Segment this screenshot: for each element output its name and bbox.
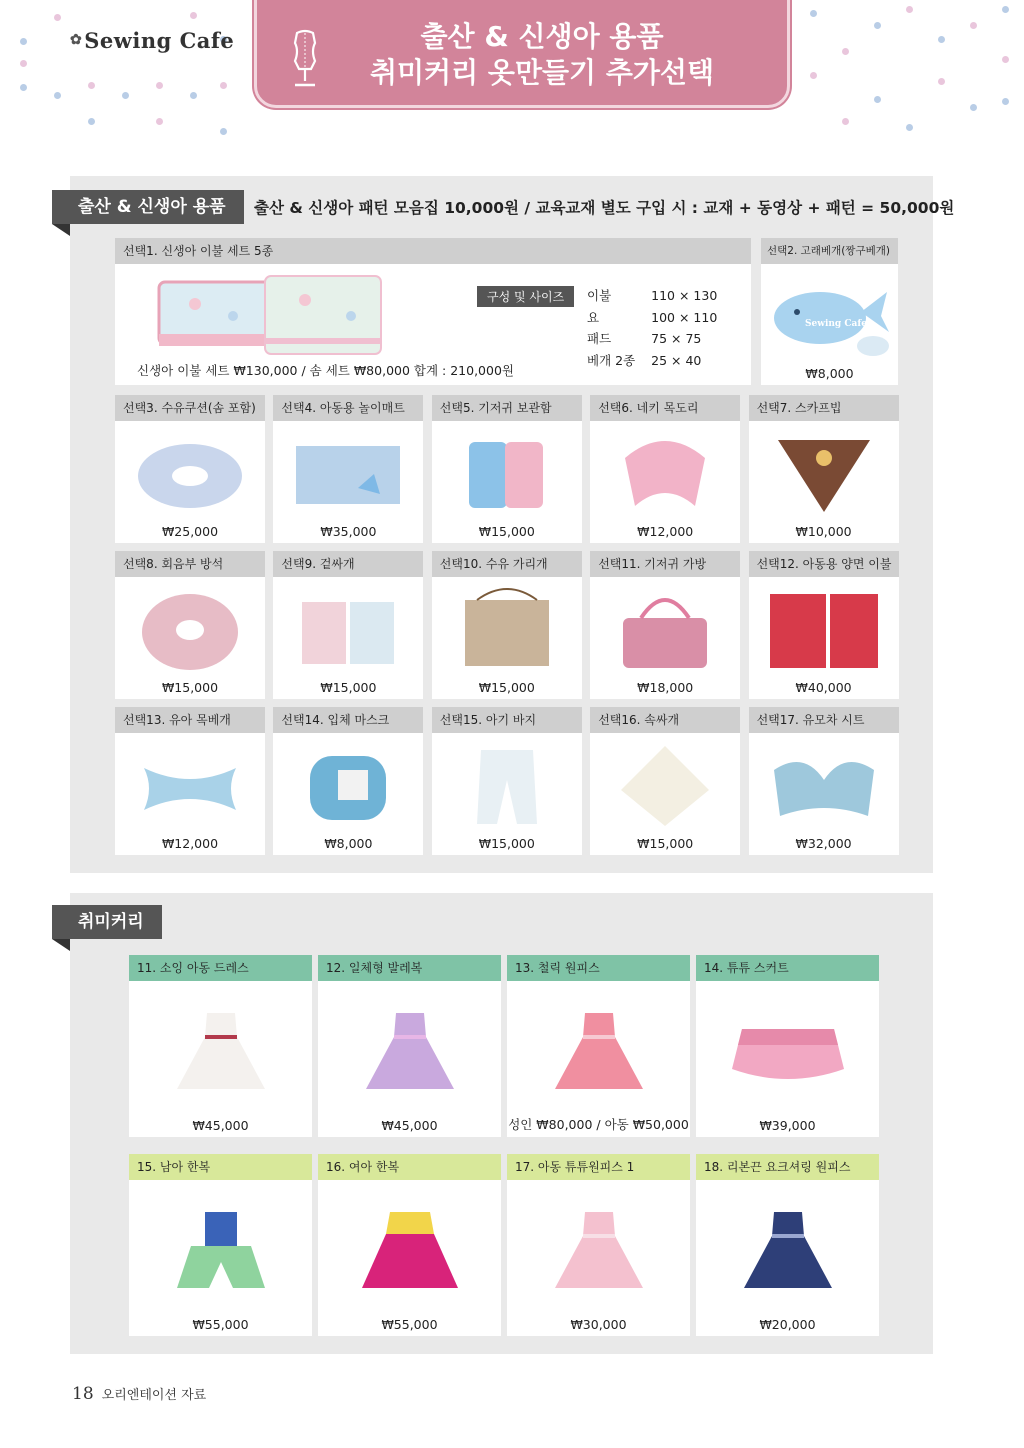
card-price: ₩55,000 bbox=[192, 1317, 249, 1332]
product-image bbox=[432, 737, 582, 833]
hobby-section-tag: 취미커리 bbox=[52, 905, 162, 939]
card-title: 선택1. 신생아 이불 세트 5종 bbox=[115, 238, 751, 264]
card-price: ₩25,000 bbox=[161, 524, 219, 539]
product-image bbox=[318, 985, 501, 1115]
product-photo bbox=[539, 1204, 659, 1294]
page-title-line1: 출산 & 신생아 용품 bbox=[420, 20, 664, 53]
whale-logo-text: Sewing Cafe bbox=[805, 319, 867, 329]
product-photo bbox=[764, 428, 884, 518]
card-title: 선택14. 입체 마스크 bbox=[273, 707, 423, 733]
product-image bbox=[318, 1184, 501, 1314]
flower-icon: ✿ bbox=[70, 32, 83, 48]
card-title: 선택8. 회음부 방석 bbox=[115, 551, 265, 577]
product-image bbox=[129, 1184, 312, 1314]
product-photo bbox=[161, 1204, 281, 1294]
card-title: 15. 남아 한복 bbox=[129, 1154, 312, 1180]
card-price: ₩12,000 bbox=[161, 836, 219, 851]
card-price: ₩8,000 bbox=[805, 366, 854, 381]
product-image bbox=[696, 985, 879, 1115]
product-card[interactable] bbox=[432, 707, 582, 855]
product-photo bbox=[288, 740, 408, 830]
size-value: 110 × 130 bbox=[651, 288, 718, 303]
decorative-dots-right bbox=[790, 0, 1024, 140]
whale-pillow-card[interactable] bbox=[761, 238, 898, 385]
product-photo bbox=[764, 740, 884, 830]
size-name: 패드 bbox=[587, 331, 612, 346]
product-photo bbox=[130, 740, 250, 830]
card-title: 선택15. 아기 바지 bbox=[432, 707, 582, 733]
product-photo bbox=[605, 428, 725, 518]
page-title bbox=[327, 19, 757, 91]
product-image bbox=[273, 425, 423, 521]
card-title: 선택7. 스카프빕 bbox=[749, 395, 899, 421]
hobby-section bbox=[70, 893, 933, 1354]
product-image bbox=[590, 737, 740, 833]
brand-logo-text: Sewing Cafe bbox=[84, 28, 235, 53]
product-image bbox=[696, 1184, 879, 1314]
product-image bbox=[507, 985, 690, 1115]
product-card[interactable] bbox=[749, 707, 899, 855]
product-image bbox=[590, 425, 740, 521]
newborn-pattern-note: 출산 & 신생아 패턴 모음집 10,000원 / 교육교재 별도 구입 시 : 교재 + 동영상 + 패턴 = 50,000원 bbox=[254, 199, 955, 217]
card-price: ₩15,000 bbox=[478, 524, 535, 539]
card-price: ₩35,000 bbox=[320, 524, 377, 539]
card-price: ₩20,000 bbox=[759, 1317, 816, 1332]
product-image bbox=[432, 425, 582, 521]
card-price: ₩32,000 bbox=[795, 836, 852, 851]
card-price: 성인 ₩80,000 / 아동 ₩50,000 bbox=[508, 1117, 689, 1132]
product-photo bbox=[130, 584, 250, 674]
header-banner bbox=[254, 0, 790, 108]
product-photo bbox=[350, 1005, 470, 1095]
card-title: 선택6. 네키 목도리 bbox=[590, 395, 740, 421]
size-value: 100 × 110 bbox=[651, 309, 718, 325]
card-title: 12. 일체형 발레복 bbox=[318, 955, 501, 981]
size-value: 75 × 75 bbox=[651, 331, 702, 346]
product-photo bbox=[130, 428, 250, 518]
product-image bbox=[749, 737, 899, 833]
card-price: ₩15,000 bbox=[161, 680, 219, 695]
size-value: 25 × 40 bbox=[651, 352, 702, 368]
product-card[interactable] bbox=[115, 395, 265, 543]
size-table bbox=[585, 284, 733, 372]
card-title: 14. 튜튜 스커트 bbox=[696, 955, 879, 981]
product-photo bbox=[447, 584, 567, 674]
hobby-card[interactable] bbox=[696, 955, 879, 1137]
product-card[interactable] bbox=[590, 707, 740, 855]
product-image bbox=[432, 581, 582, 677]
product-photo bbox=[605, 740, 725, 830]
newborn-section-tag: 출산 & 신생아 용품 bbox=[52, 190, 244, 224]
product-photo bbox=[447, 428, 567, 518]
product-card[interactable] bbox=[273, 707, 423, 855]
product-card[interactable] bbox=[749, 395, 899, 543]
card-price: ₩39,000 bbox=[759, 1118, 816, 1133]
product-image bbox=[129, 985, 312, 1115]
hobby-card[interactable] bbox=[696, 1154, 879, 1336]
product-card[interactable] bbox=[432, 551, 582, 699]
card-price: ₩15,000 bbox=[637, 836, 694, 851]
size-name: 베개 2종 bbox=[587, 352, 636, 368]
hobby-card[interactable] bbox=[318, 1154, 501, 1336]
page-number: 18 bbox=[72, 1384, 94, 1404]
product-photo bbox=[728, 1005, 848, 1095]
page-title-line2: 취미커리 옷만들기 추가선택 bbox=[369, 56, 715, 89]
card-title: 선택17. 유모차 시트 bbox=[749, 707, 899, 733]
card-price: ₩15,000 bbox=[320, 680, 377, 695]
size-name: 요 bbox=[587, 309, 600, 325]
product-card[interactable] bbox=[273, 551, 423, 699]
card-price: ₩12,000 bbox=[637, 524, 694, 539]
card-title: 선택3. 수유쿠션(솜 포함) bbox=[115, 395, 265, 421]
product-image bbox=[749, 425, 899, 521]
product-photo bbox=[288, 428, 408, 518]
card-title: 선택16. 속싸개 bbox=[590, 707, 740, 733]
card-title: 선택9. 겉싸개 bbox=[273, 551, 423, 577]
product-photo bbox=[728, 1204, 848, 1294]
product-image bbox=[590, 581, 740, 677]
card-price: ₩45,000 bbox=[381, 1118, 438, 1133]
product-image bbox=[115, 737, 265, 833]
card-title: 선택11. 기저귀 가방 bbox=[590, 551, 740, 577]
card-title: 선택4. 아동용 놀이매트 bbox=[273, 395, 423, 421]
card-price: ₩30,000 bbox=[570, 1317, 627, 1332]
set-price-summary: 신생아 이불 세트 ₩130,000 / 솜 세트 ₩80,000 합계 : 210,000원 bbox=[137, 363, 514, 378]
card-title: 13. 철릭 원피스 bbox=[507, 955, 690, 981]
product-image bbox=[507, 1184, 690, 1314]
product-image bbox=[749, 581, 899, 677]
composition-badge: 구성 및 사이즈 bbox=[477, 286, 574, 307]
bedding-set-photo bbox=[155, 272, 391, 364]
product-image bbox=[273, 737, 423, 833]
card-title: 선택12. 아동용 양면 이불 bbox=[749, 551, 899, 577]
card-price: ₩15,000 bbox=[478, 836, 535, 851]
product-photo bbox=[539, 1005, 659, 1095]
card-title: 11. 소잉 아동 드레스 bbox=[129, 955, 312, 981]
dress-form-icon bbox=[287, 29, 323, 89]
newborn-bedding-set-card[interactable] bbox=[115, 238, 751, 385]
size-name: 이불 bbox=[587, 288, 612, 303]
whale-pillow-photo bbox=[765, 270, 895, 360]
card-price: ₩8,000 bbox=[324, 836, 373, 851]
card-price: ₩15,000 bbox=[478, 680, 535, 695]
hobby-card[interactable] bbox=[129, 955, 312, 1137]
card-title: 선택13. 유아 목베개 bbox=[115, 707, 265, 733]
card-title: 선택5. 기저귀 보관함 bbox=[432, 395, 582, 421]
card-title: 17. 아동 튜튜원피스 1 bbox=[507, 1154, 690, 1180]
hobby-card[interactable] bbox=[318, 955, 501, 1137]
product-card[interactable] bbox=[115, 707, 265, 855]
footer-label: 오리엔테이션 자료 bbox=[101, 1388, 207, 1403]
product-card[interactable] bbox=[115, 551, 265, 699]
decorative-dots-left bbox=[0, 0, 250, 140]
hobby-card[interactable] bbox=[507, 1154, 690, 1336]
product-photo bbox=[288, 584, 408, 674]
product-image bbox=[115, 425, 265, 521]
hobby-card[interactable] bbox=[129, 1154, 312, 1336]
product-card[interactable] bbox=[749, 551, 899, 699]
card-title: 선택10. 수유 가리개 bbox=[432, 551, 582, 577]
card-price: ₩45,000 bbox=[192, 1118, 249, 1133]
newborn-section bbox=[70, 176, 955, 873]
size-row bbox=[587, 351, 731, 371]
product-card[interactable] bbox=[590, 551, 740, 699]
product-photo bbox=[447, 740, 567, 830]
product-image bbox=[115, 581, 265, 677]
card-title: 선택2. 고래베개(짱구베개) bbox=[761, 238, 898, 264]
product-photo bbox=[161, 1005, 281, 1095]
card-title: 18. 리본끈 요크셔링 원피스 bbox=[696, 1154, 879, 1180]
product-photo bbox=[350, 1204, 470, 1294]
card-price: ₩10,000 bbox=[795, 524, 852, 539]
product-image bbox=[273, 581, 423, 677]
product-photo bbox=[605, 584, 725, 674]
product-card[interactable] bbox=[273, 395, 423, 543]
size-row bbox=[587, 329, 731, 349]
card-price: ₩55,000 bbox=[381, 1317, 438, 1332]
size-row bbox=[587, 286, 731, 306]
product-card[interactable] bbox=[432, 395, 582, 543]
brand-logo bbox=[70, 28, 234, 53]
page-footer bbox=[72, 1384, 206, 1404]
product-photo bbox=[764, 584, 884, 674]
hobby-card[interactable] bbox=[507, 955, 690, 1137]
card-price: ₩18,000 bbox=[637, 680, 694, 695]
size-row bbox=[587, 308, 731, 328]
card-title: 16. 여아 한복 bbox=[318, 1154, 501, 1180]
card-price: ₩40,000 bbox=[795, 680, 852, 695]
product-card[interactable] bbox=[590, 395, 740, 543]
